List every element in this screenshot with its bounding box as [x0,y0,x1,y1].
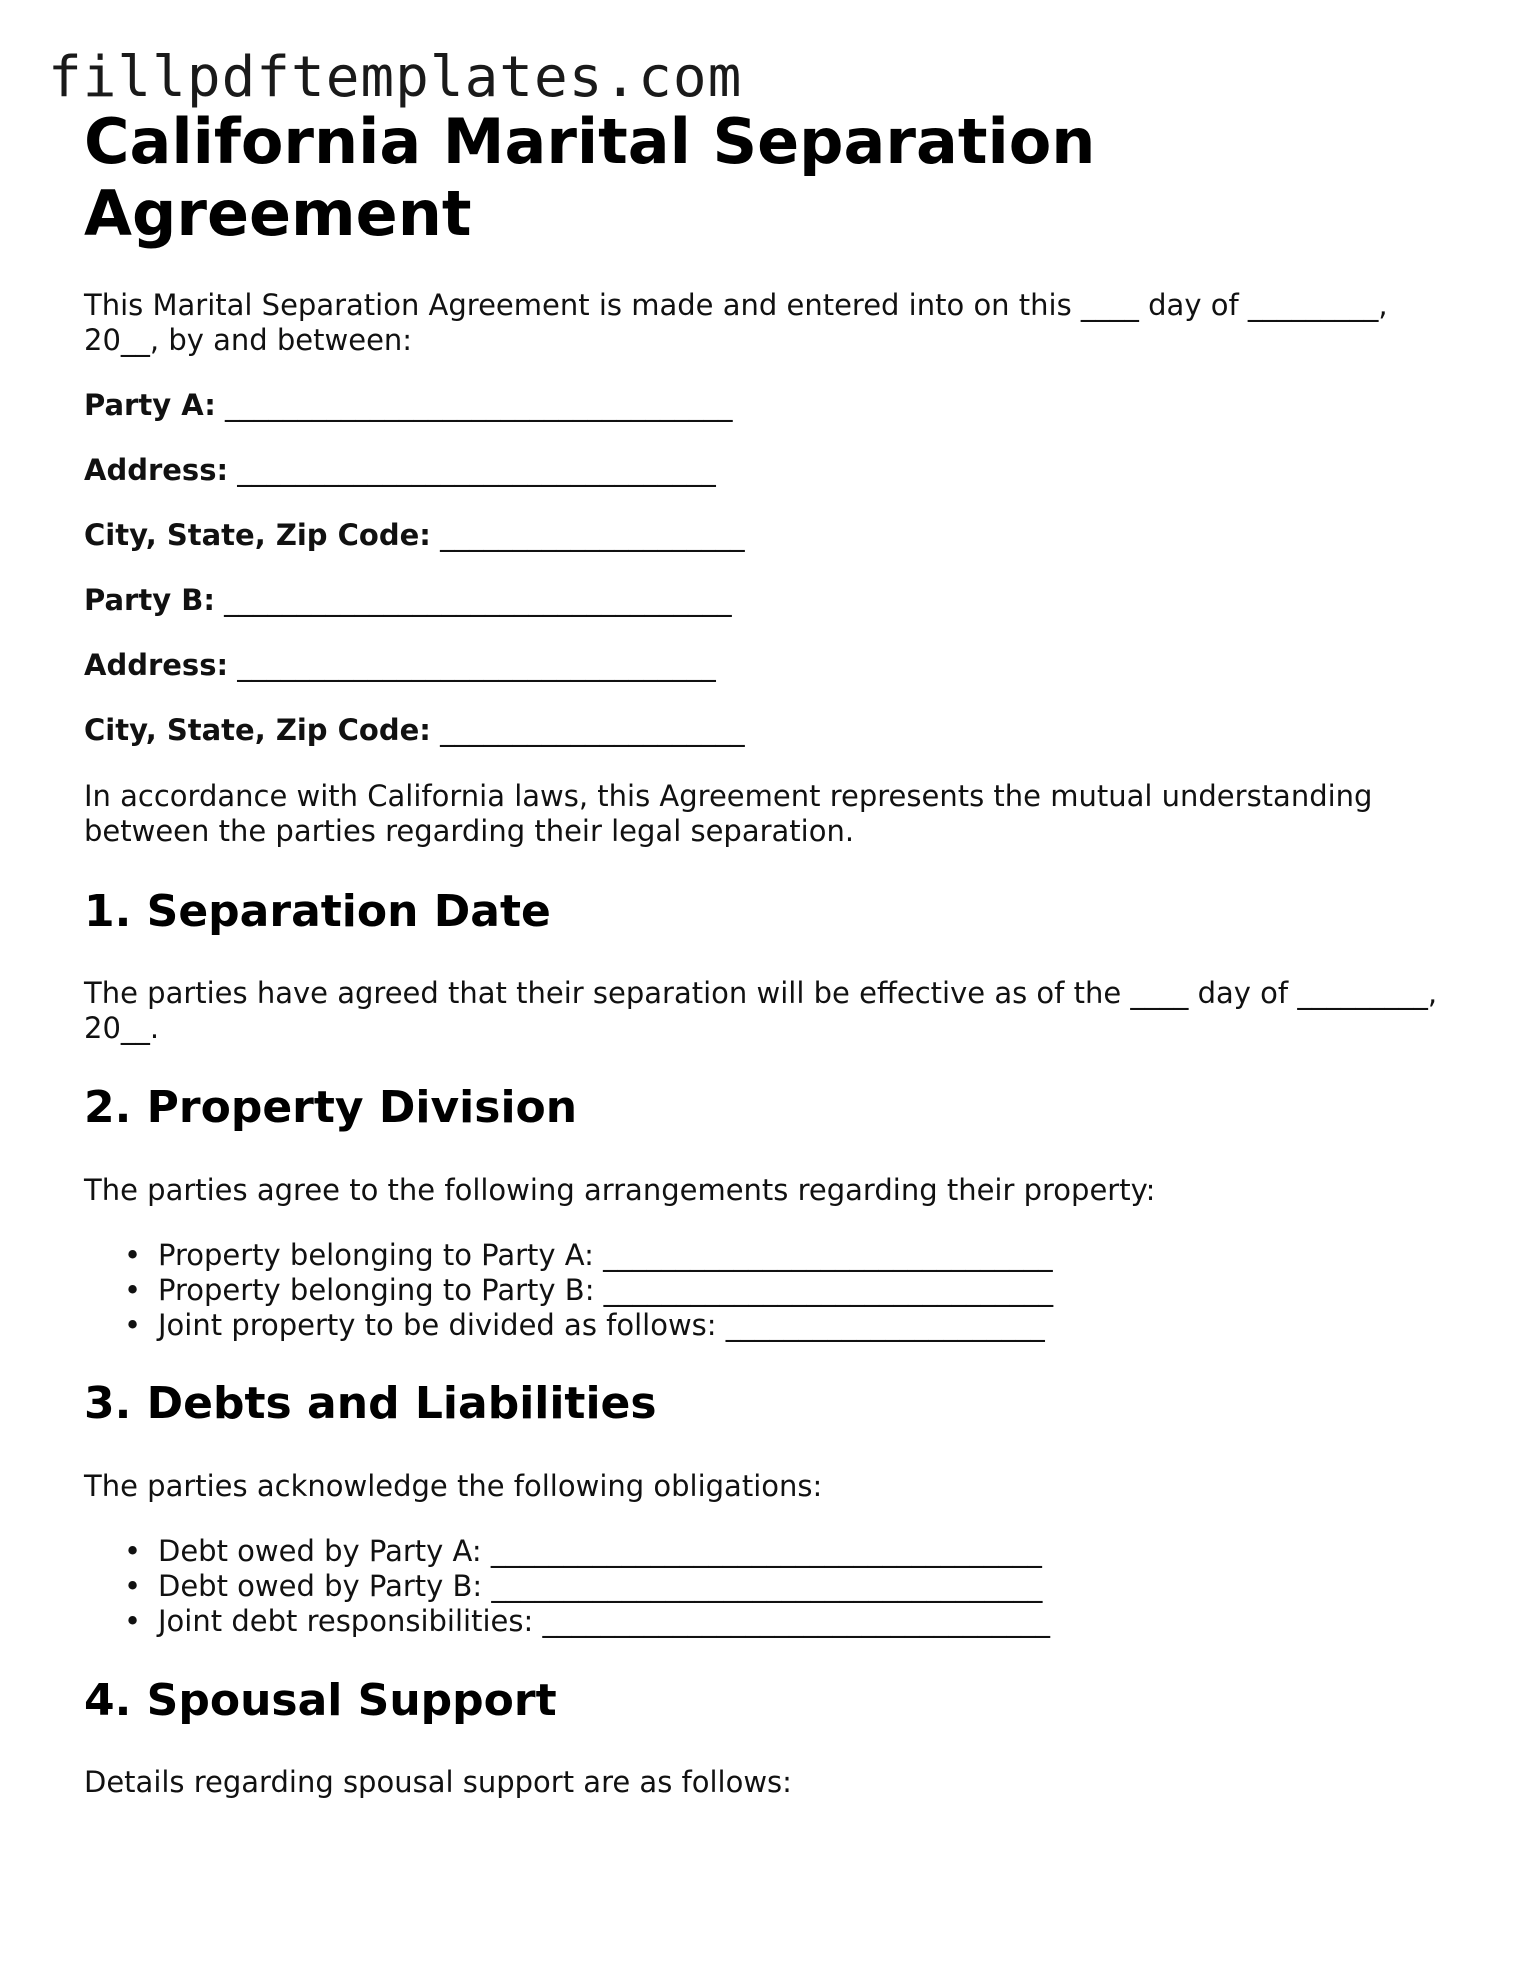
bullet-icon: • [124,1534,142,1568]
field-label: Party A: [84,388,216,422]
watermark: fillpdftemplates.com [48,45,743,110]
party-a-city-field [84,518,745,553]
field-label: City, State, Zip Code: [84,518,431,552]
party-b-blank[interactable]: ___________________________________ [224,583,732,617]
party-a-address-field [84,453,716,488]
bullet-icon: • [124,1308,142,1342]
section-heading-debts: 3. Debts and Liabilities [84,1378,657,1429]
section-heading-property-division: 2. Property Division [84,1082,578,1133]
list-item [84,1534,1050,1569]
bullet-icon: • [124,1604,142,1638]
section-heading-separation-date: 1. Separation Date [84,886,551,937]
field-label: Party B: [84,583,215,617]
property-list [84,1238,1053,1343]
field-label: Address: [84,648,229,682]
party-a-field [84,388,733,423]
bullet-icon: • [124,1569,142,1603]
property-item-text[interactable]: Property belonging to Party A: _______________________________ [158,1238,1053,1272]
debts-text: The parties acknowledge the following obligations: [84,1469,823,1503]
debt-item-text[interactable]: Debt owed by Party A: ______________________________________ [158,1534,1042,1568]
field-label: City, State, Zip Code: [84,713,431,747]
page-title: California Marital Separation Agreement [84,105,1096,250]
list-item [84,1308,1053,1343]
list-item [84,1569,1050,1604]
debts-list [84,1534,1050,1639]
party-b-address-field [84,648,716,683]
property-item-text[interactable]: Property belonging to Party B: _______________________________ [158,1273,1054,1307]
party-a-address-blank[interactable]: _________________________________ [237,453,716,487]
intro-paragraph: This Marital Separation Agreement is made and entered into on this ____ day of _________, 20__, by and between: [84,288,1388,357]
property-division-text: The parties agree to the following arrangements regarding their property: [84,1173,1156,1207]
debt-item-text[interactable]: Joint debt responsibilities: ___________________________________ [158,1604,1050,1638]
party-b-city-field [84,713,745,748]
spousal-support-text: Details regarding spousal support are as follows: [84,1765,792,1799]
list-item [84,1273,1053,1308]
party-b-city-blank[interactable]: _____________________ [440,713,745,747]
separation-date-text: The parties have agreed that their separation will be effective as of the ____ day of _________, 20__. [84,976,1438,1045]
list-item [84,1604,1050,1639]
accordance-paragraph: In accordance with California laws, this Agreement represents the mutual understanding between the parties regarding their legal separation. [84,779,1373,848]
property-item-text[interactable]: Joint property to be divided as follows: ______________________ [158,1308,1045,1342]
party-b-field [84,583,732,618]
section-heading-spousal-support: 4. Spousal Support [84,1675,557,1726]
list-item [84,1238,1053,1273]
party-a-blank[interactable]: ___________________________________ [225,388,733,422]
field-label: Address: [84,453,229,487]
bullet-icon: • [124,1273,142,1307]
debt-item-text[interactable]: Debt owed by Party B: ______________________________________ [158,1569,1043,1603]
party-a-city-blank[interactable]: _____________________ [440,518,745,552]
bullet-icon: • [124,1238,142,1272]
party-b-address-blank[interactable]: _________________________________ [237,648,716,682]
